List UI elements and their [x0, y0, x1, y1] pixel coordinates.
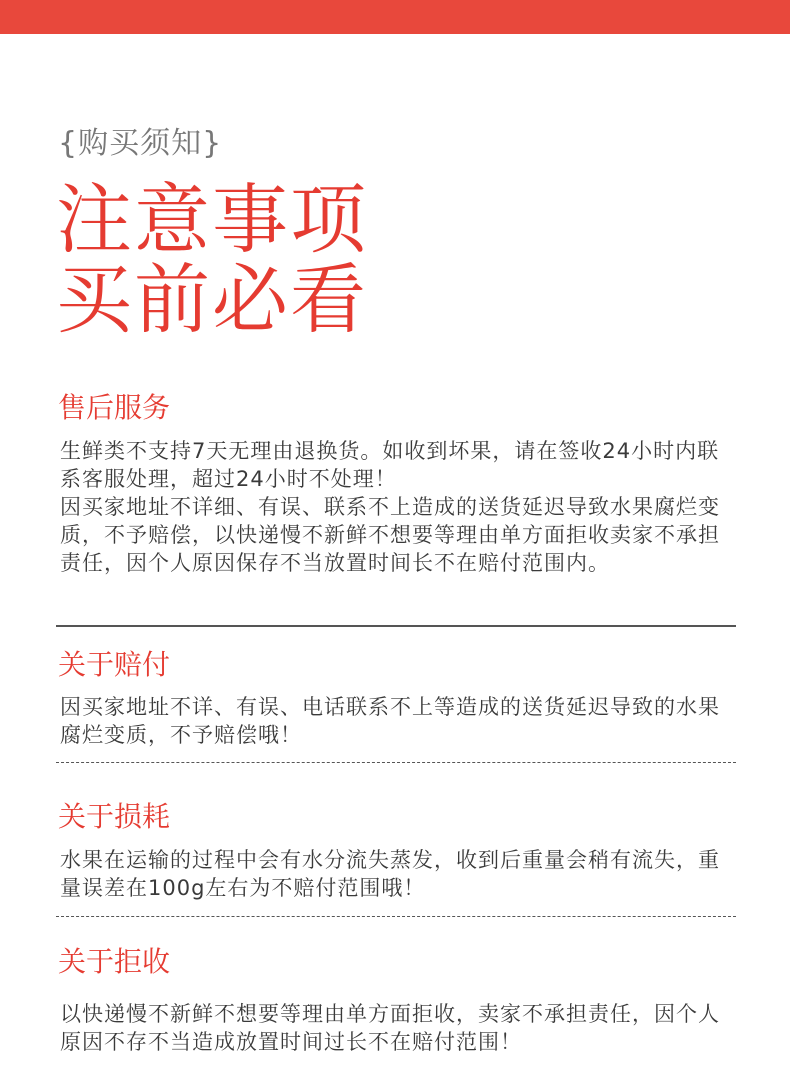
section-body-rejection	[60, 1000, 740, 1056]
section-paragraph: 生鲜类不支持7天无理由退换货。如收到坏果，请在签收24小时内联系客服处理，超过24小时不处理！	[60, 439, 720, 491]
section-divider-dashed	[56, 916, 736, 917]
page-headline-line1: 注意事项	[56, 175, 368, 264]
top-accent-bar	[0, 0, 790, 34]
page-kicker: {购买须知}	[58, 126, 223, 161]
page-headline-line2: 买前必看	[56, 255, 368, 344]
section-title-rejection: 关于拒收	[58, 945, 171, 978]
section-body-after-sales	[60, 437, 740, 577]
section-body-loss	[60, 846, 740, 902]
section-title-after-sales: 售后服务	[58, 391, 171, 424]
section-title-loss: 关于损耗	[58, 800, 171, 833]
section-divider	[56, 625, 736, 627]
section-paragraph: 以快递慢不新鲜不想要等理由单方面拒收，卖家不承担责任，因个人原因不存不当造成放置时间过长不在赔付范围！	[60, 1002, 720, 1054]
section-body-compensation	[60, 693, 740, 749]
section-title-compensation: 关于赔付	[58, 648, 171, 681]
section-paragraph: 因买家地址不详细、有误、联系不上造成的送货延迟导致水果腐烂变质，不予赔偿，以快递慢不新鲜不想要等理由单方面拒收卖家不承担责任，因个人原因保存不当放置时间长不在赔付范围内。	[60, 495, 720, 575]
section-divider-dashed	[56, 762, 736, 763]
section-paragraph: 水果在运输的过程中会有水分流失蒸发，收到后重量会稍有流失，重量误差在100g左右为不赔付范围哦！	[60, 848, 720, 900]
section-paragraph: 因买家地址不详、有误、电话联系不上等造成的送货延迟导致的水果腐烂变质，不予赔偿哦！	[60, 695, 720, 747]
